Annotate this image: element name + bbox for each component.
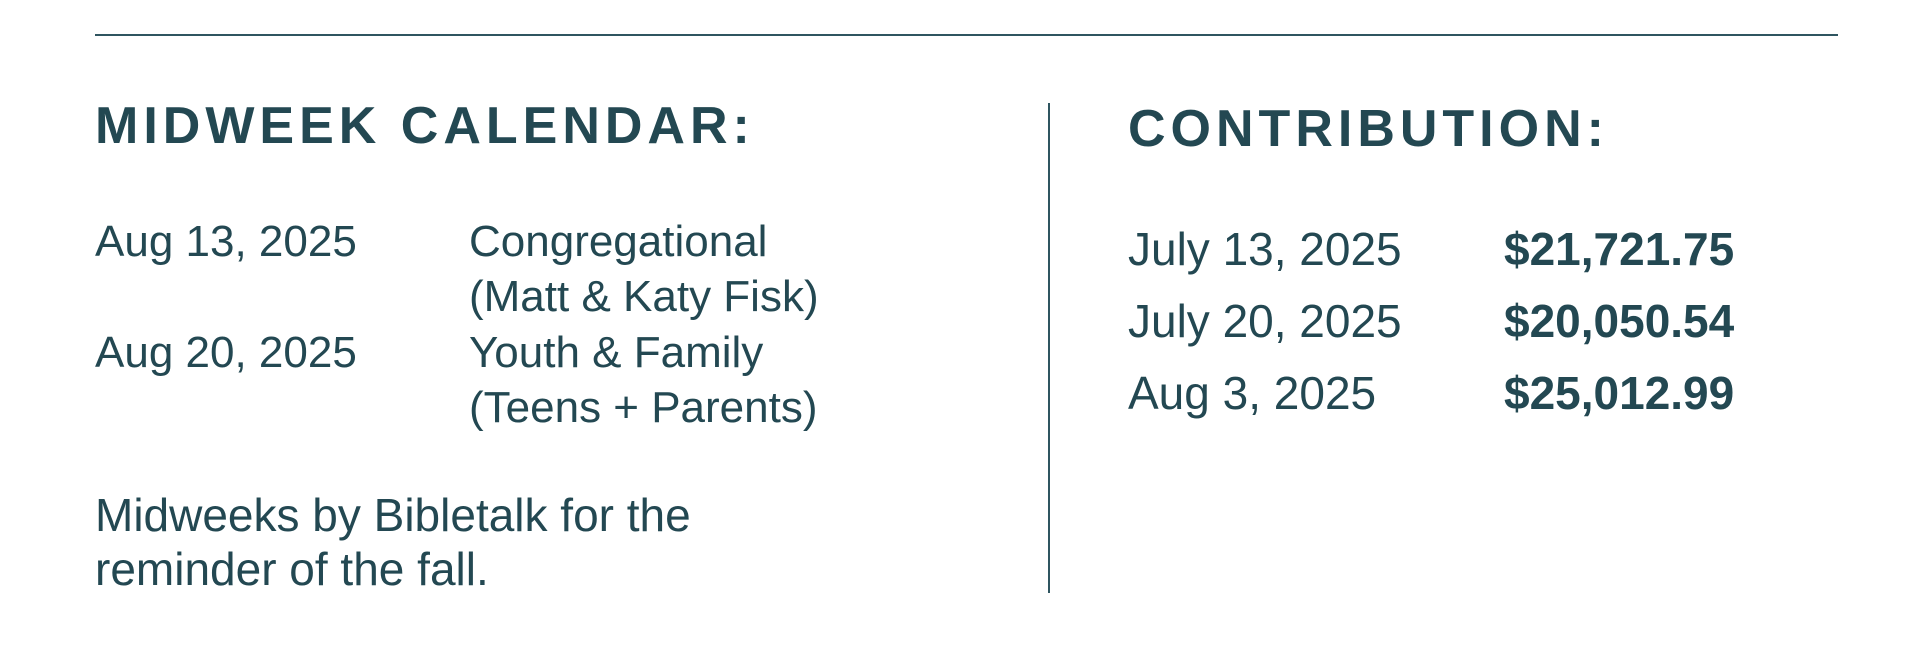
contribution-amount: $20,050.54 [1504, 295, 1735, 347]
contribution-list [1128, 213, 1734, 429]
calendar-event-description [469, 325, 818, 435]
calendar-event [95, 214, 819, 324]
contribution-amount: $25,012.99 [1504, 367, 1735, 419]
calendar-event-date: Aug 13, 2025 [95, 217, 357, 266]
calendar-event-subtitle: (Teens + Parents) [469, 383, 818, 432]
contribution-date: July 20, 2025 [1128, 295, 1402, 347]
calendar-event-title: Congregational [469, 217, 768, 266]
midweek-calendar-list [95, 214, 819, 436]
contribution-heading: CONTRIBUTION: [1128, 100, 1609, 158]
contribution-amount: $21,721.75 [1504, 223, 1735, 275]
contribution-date: July 13, 2025 [1128, 223, 1402, 275]
contribution-row [1128, 357, 1734, 429]
calendar-event-title: Youth & Family [469, 328, 764, 377]
calendar-event-description [469, 214, 819, 324]
contribution-row [1128, 213, 1734, 285]
calendar-event-subtitle: (Matt & Katy Fisk) [469, 272, 819, 321]
contribution-row [1128, 285, 1734, 357]
top-divider-line [95, 34, 1838, 36]
midweek-calendar-heading: MIDWEEK CALENDAR: [95, 97, 755, 155]
calendar-event [95, 325, 819, 435]
column-divider [1048, 103, 1050, 593]
midweek-note: Midweeks by Bibletalk for the reminder of the fall. [95, 489, 691, 595]
contribution-date: Aug 3, 2025 [1128, 367, 1377, 419]
calendar-event-date: Aug 20, 2025 [95, 328, 357, 377]
